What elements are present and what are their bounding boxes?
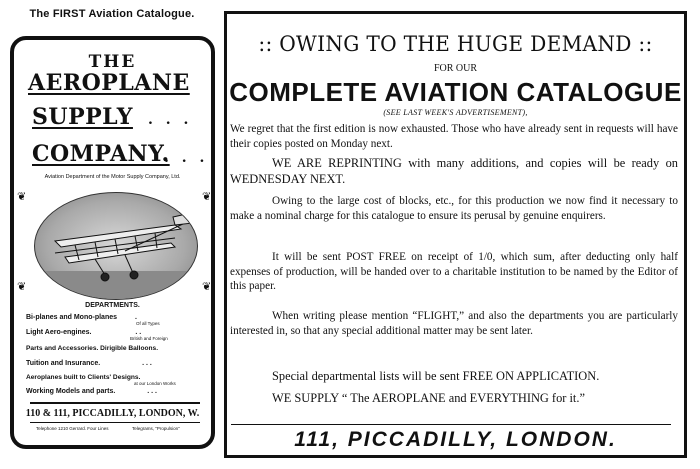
right-advert-panel xyxy=(224,11,687,458)
department-label: Bi-planes and Mono-planes xyxy=(26,314,118,321)
fleuron-icon: ❦ xyxy=(202,191,212,203)
department-sub: Of all Types xyxy=(136,321,160,326)
left-top-title: The FIRST Aviation Catalogue. xyxy=(29,8,195,20)
department-sub: British and Foreign xyxy=(130,336,168,341)
fleuron-icon: ❦ xyxy=(202,281,212,293)
left-address: 110 & 111, PICCADILLY, LONDON, W. xyxy=(25,408,200,419)
divider xyxy=(30,422,200,423)
department-item: Working Models and parts. . . . xyxy=(26,388,158,395)
department-item: Bi-planes and Mono-planes . xyxy=(26,314,137,321)
department-sub: at our London Works xyxy=(134,381,176,386)
brand-company-dots: . . . xyxy=(164,150,209,166)
telegrams-text: Telegrams, "Propulsion" xyxy=(132,426,180,431)
brand-supply: SUPPLY xyxy=(32,104,133,130)
department-item: Parts and Accessories. Dirigible Balloons. xyxy=(26,345,159,352)
brand-the: THE xyxy=(88,52,137,72)
left-advert-panel xyxy=(10,36,215,449)
paragraph-we-supply: WE SUPPLY “ The AEROPLANE and EVERYTHING for it.” xyxy=(272,391,585,405)
brand-aeroplane: AEROPLANE xyxy=(28,70,190,96)
paragraph-reprinting: WE ARE REPRINTING with many additions, and copies will be ready on WEDNESDAY NEXT. xyxy=(230,156,678,186)
department-label: Light Aero-engines. xyxy=(26,329,92,336)
brand-supply-dots: . . . xyxy=(148,112,193,128)
biplane-drawing xyxy=(35,193,197,299)
bottom-address: 111, PICCADILLY, LONDON. xyxy=(294,428,617,451)
catalogue-title: COMPLETE AVIATION CATALOGUE xyxy=(229,77,682,107)
department-item: Light Aero-engines. . . xyxy=(26,329,142,336)
aviation-department-subtitle: Aviation Department of the Motor Supply Company, Ltd. xyxy=(44,174,181,180)
paragraph-departmental-lists: Special departmental lists will be sent FREE ON APPLICATION. xyxy=(272,369,600,383)
see-last-week-note: (SEE LAST WEEK'S ADVERTISEMENT), xyxy=(383,108,528,117)
department-label: Working Models and parts. xyxy=(26,388,116,395)
fleuron-icon: ❦ xyxy=(17,191,27,203)
divider xyxy=(231,424,671,425)
headline: :: OWING TO THE HUGE DEMAND :: xyxy=(258,32,653,56)
for-our-text: FOR OUR xyxy=(433,63,478,74)
telephone-text: Telephone 1210 Gerrard. Four Lines xyxy=(36,426,109,431)
divider xyxy=(30,402,200,404)
paragraph-mention-flight: When writing please mention “FLIGHT,” and also the departments you are particularly interested in, so that any special additional matter may be sent later. xyxy=(230,310,678,337)
brand-company: COMPANY. xyxy=(32,141,170,167)
paragraph-exhausted: We regret that the first edition is now exhausted. Those who have already sent in requests will have their copies posted on Monday next. xyxy=(230,123,678,150)
biplane-illustration xyxy=(34,192,198,300)
department-item: Aeroplanes built to Clients' Designs. xyxy=(26,374,141,381)
paragraph-nominal-charge: Owing to the large cost of blocks, etc., for this production we now find it necessary to make a nominal charge for this catalogue to ensure its perusal by genuine enquirers. xyxy=(230,195,678,222)
department-item: Tuition and Insurance. . . . xyxy=(26,360,152,367)
departments-heading: DEPARTMENTS. xyxy=(85,302,140,309)
fleuron-icon: ❦ xyxy=(17,281,27,293)
paragraph-post-free: It will be sent POST FREE on receipt of 1/0, which sum, after deducting only half expenses of production, will be handed over to a charitable institution to be named by the Editor of this paper. xyxy=(230,251,678,293)
department-label: Tuition and Insurance. xyxy=(26,360,101,367)
